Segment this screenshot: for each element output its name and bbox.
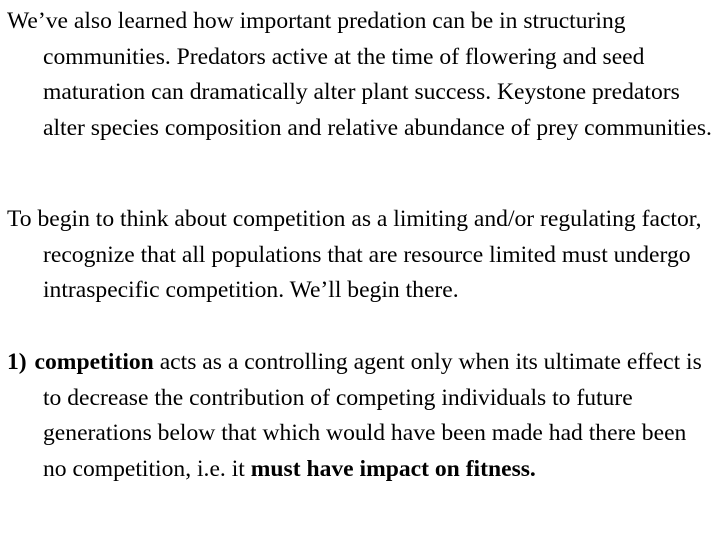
numbered-point-1 [7,345,713,488]
point-number: 1) [7,349,27,375]
term-competition: competition [34,349,154,375]
fitness-emphasis: must have impact on fitness. [250,456,536,483]
paragraph-predation: We’ve also learned how important predation can be in structuring communities. Predators active at the time of flowering and seed maturation can dramatically alter plant success. Keystone predators alter species composition and relative abundance of prey communities. [7,8,712,142]
point-body: acts as a controlling agent only when its ultimate effect is to decrease the contribution of competing individuals to future generations below that which would have been made had there been no competition, i.e. it [43,349,702,483]
paragraph-competition-intro: To begin to think about competition as a limiting and/or regulating factor, recognize that all populations that are resource limited must undergo intraspecific competition. We’ll begin there. [7,206,702,304]
